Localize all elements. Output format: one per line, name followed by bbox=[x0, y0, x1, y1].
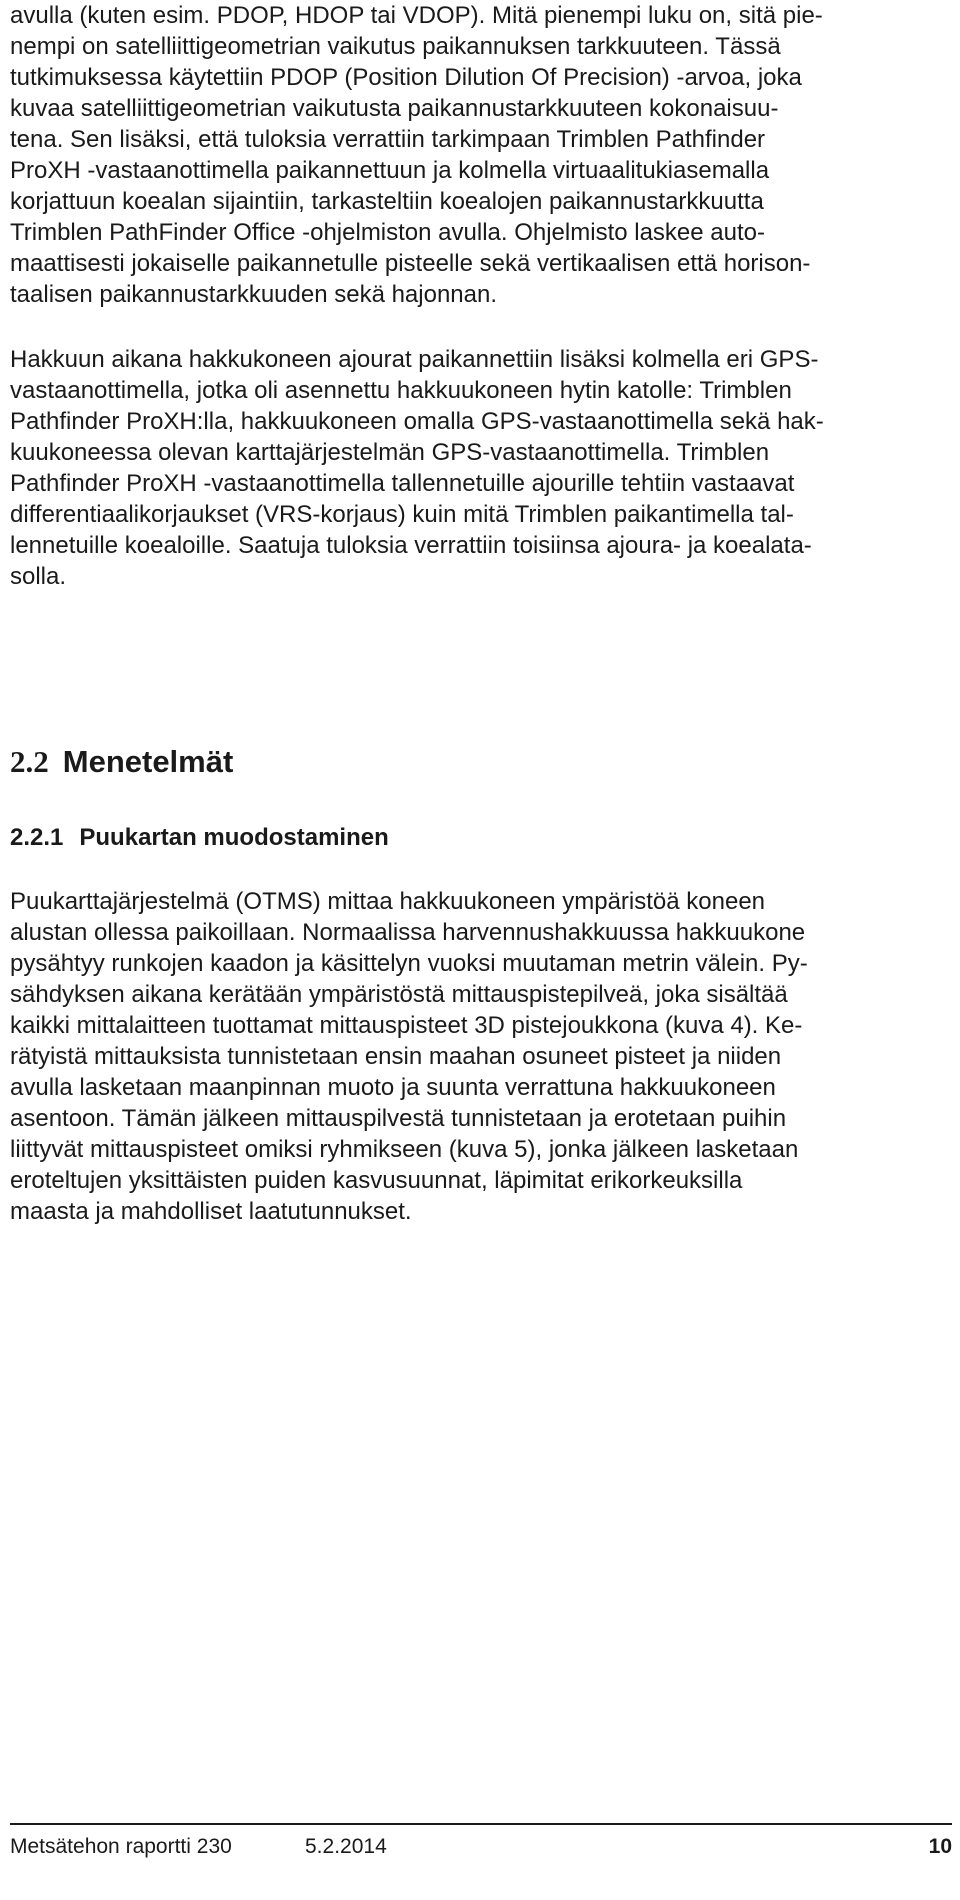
page-number: 10 bbox=[928, 1835, 952, 1858]
text-line: taalisen paikannustarkkuuden sekä hajonnan. bbox=[10, 281, 498, 308]
text-line: vastaanottimella, jotka oli asennettu hakkuukoneen hytin katolle: Trimblen bbox=[10, 377, 792, 404]
section-heading bbox=[10, 742, 233, 782]
text-line: avulla lasketaan maanpinnan muoto ja suunta verrattuna hakkuukoneen bbox=[10, 1074, 776, 1101]
text-line: maattisesti jokaiselle paikannetulle pisteelle sekä vertikaalisen että horison- bbox=[10, 250, 811, 277]
text-line: nempi on satelliittigeometrian vaikutus paikannuksen tarkkuuteen. Tässä bbox=[10, 33, 781, 60]
text-line: Pathfinder ProXH -vastaanottimella tallennetuille ajourille tehtiin vastaavat bbox=[10, 470, 795, 497]
text-line: pysähtyy runkojen kaadon ja käsittelyn vuoksi muutaman metrin välein. Py- bbox=[10, 950, 808, 977]
text-line: asentoon. Tämän jälkeen mittauspilvestä tunnistetaan ja erotetaan puihin bbox=[10, 1105, 787, 1132]
text-line: kaikki mittalaitteen tuottamat mittauspisteet 3D pistejoukkona (kuva 4). Ke- bbox=[10, 1012, 803, 1039]
text-line: ProXH -vastaanottimella paikannettuun ja kolmella virtuaalitukiasemalla bbox=[10, 157, 770, 184]
section-title: Menetelmät bbox=[62, 744, 234, 779]
text-line: lennetuille koealoille. Saatuja tuloksia verrattiin toisiinsa ajoura- ja koealata- bbox=[10, 532, 812, 559]
footer-report-title: Metsätehon raportti 230 bbox=[10, 1835, 232, 1858]
text-line: tutkimuksessa käytettiin PDOP (Position Dilution Of Precision) -arvoa, joka bbox=[10, 64, 802, 91]
text-line: maasta ja mahdolliset laatutunnukset. bbox=[10, 1198, 412, 1225]
text-line: Pathfinder ProXH:lla, hakkuukoneen omalla GPS-vastaanottimella sekä hak- bbox=[10, 408, 824, 435]
footer-divider bbox=[10, 1823, 952, 1825]
text-line: differentiaalikorjaukset (VRS-korjaus) kuin mitä Trimblen paikantimella tal- bbox=[10, 501, 794, 528]
text-line: Trimblen PathFinder Office -ohjelmiston avulla. Ohjelmisto laskee auto- bbox=[10, 219, 765, 246]
text-line: kuukoneessa olevan karttajärjestelmän GPS-vastaanottimella. Trimblen bbox=[10, 439, 770, 466]
subsection-heading bbox=[10, 822, 389, 854]
text-line: rätyistä mittauksista tunnistetaan ensin maahan osuneet pisteet ja niiden bbox=[10, 1043, 782, 1070]
text-line: liittyvät mittauspisteet omiksi ryhmikseen (kuva 5), jonka jälkeen lasketaan bbox=[10, 1136, 799, 1163]
text-line: kuvaa satelliittigeometrian vaikutusta paikannustarkkuuteen kokonaisuu- bbox=[10, 95, 779, 122]
text-line: eroteltujen yksittäisten puiden kasvusuunnat, läpimitat erikorkeuksilla bbox=[10, 1167, 743, 1194]
text-line: Puukarttajärjestelmä (OTMS) mittaa hakkuukoneen ympäristöä koneen bbox=[10, 888, 766, 915]
text-line: alustan ollessa paikoillaan. Normaalissa harvennushakkuussa hakkuukone bbox=[10, 919, 806, 946]
text-line: avulla (kuten esim. PDOP, HDOP tai VDOP). Mitä pienempi luku on, sitä pie- bbox=[10, 2, 823, 29]
footer-date: 5.2.2014 bbox=[305, 1835, 387, 1858]
text-line: tena. Sen lisäksi, että tuloksia verrattiin tarkimpaan Trimblen Pathfinder bbox=[10, 126, 766, 153]
text-line: korjattuun koealan sijaintiin, tarkasteltiin koealojen paikannustarkkuutta bbox=[10, 188, 764, 215]
text-line: solla. bbox=[10, 563, 67, 590]
subsection-number: 2.2.1 bbox=[10, 824, 64, 851]
text-line: sähdyksen aikana kerätään ympäristöstä mittauspistepilveä, joka sisältää bbox=[10, 981, 788, 1008]
subsection-title: Puukartan muodostaminen bbox=[79, 824, 389, 851]
section-number: 2.2 bbox=[10, 744, 49, 779]
text-line: Hakkuun aikana hakkukoneen ajourat paikannettiin lisäksi kolmella eri GPS- bbox=[10, 346, 819, 373]
